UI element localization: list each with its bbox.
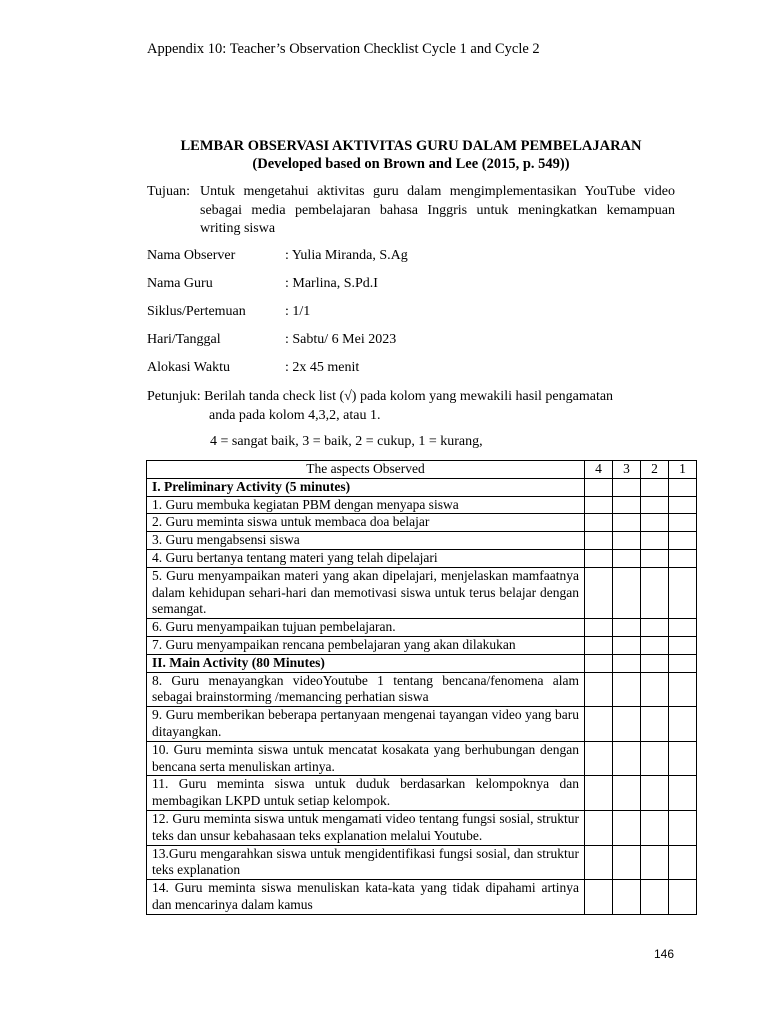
score-cell[interactable] xyxy=(641,567,669,618)
table-row xyxy=(147,619,697,637)
score-cell[interactable] xyxy=(613,707,641,742)
score-cell[interactable] xyxy=(585,810,613,845)
score-cell[interactable] xyxy=(669,532,697,550)
table-row xyxy=(147,549,697,567)
score-cell[interactable] xyxy=(641,514,669,532)
score-cell[interactable] xyxy=(669,845,697,880)
score-cell[interactable] xyxy=(585,707,613,742)
score-cell[interactable] xyxy=(669,619,697,637)
score-cell[interactable] xyxy=(585,532,613,550)
score-scale-legend: 4 = sangat baik, 3 = baik, 2 = cukup, 1 = kurang, xyxy=(210,434,483,449)
score-cell[interactable] xyxy=(641,880,669,915)
aspect-text: 10. Guru meminta siswa untuk mencatat kosakata yang berhubungan dengan bencana serta menuliskan artinya. xyxy=(147,741,585,776)
score-cell[interactable] xyxy=(641,707,669,742)
score-cell[interactable] xyxy=(613,672,641,707)
document-subtitle: (Developed based on Brown and Lee (2015, p. 549)) xyxy=(252,156,570,172)
table-section-row xyxy=(147,478,697,496)
score-cell[interactable] xyxy=(613,880,641,915)
score-header-3: 3 xyxy=(613,461,641,479)
tujuan-text: Untuk mengetahui aktivitas guru dalam mengimplementasikan YouTube video sebagai media pembelajaran bahasa Inggris untuk meningkatkan kemampuan writing siswa xyxy=(200,184,675,236)
table-row xyxy=(147,707,697,742)
table-row xyxy=(147,810,697,845)
aspect-text: 6. Guru menyampaikan tujuan pembelajaran. xyxy=(147,619,585,637)
score-cell[interactable] xyxy=(669,776,697,811)
score-cell[interactable] xyxy=(641,845,669,880)
aspect-text: 5. Guru menyampaikan materi yang akan dipelajari, menjelaskan mamfaatnya dalam kehidupan sehari-hari dan memotivasi siswa untuk terus belajar dengan semangat. xyxy=(147,567,585,618)
aspect-text: 3. Guru mengabsensi siswa xyxy=(147,532,585,550)
aspect-text: 14. Guru meminta siswa menuliskan kata-kata yang tidak dipahami artinya dan mencarinya dalam kamus xyxy=(147,880,585,915)
score-cell[interactable] xyxy=(613,776,641,811)
score-cell xyxy=(641,478,669,496)
score-cell[interactable] xyxy=(641,741,669,776)
table-row xyxy=(147,845,697,880)
score-cell[interactable] xyxy=(613,636,641,654)
table-row xyxy=(147,496,697,514)
aspect-text: 8. Guru menayangkan videoYoutube 1 tentang bencana/fenomena alam sebagai brainstorming /memancing perhatian siswa xyxy=(147,672,585,707)
score-cell[interactable] xyxy=(613,514,641,532)
aspect-text: 9. Guru memberikan beberapa pertanyaan mengenai tayangan video yang baru ditayangkan. xyxy=(147,707,585,742)
score-cell xyxy=(613,478,641,496)
score-cell[interactable] xyxy=(669,810,697,845)
score-cell[interactable] xyxy=(613,532,641,550)
info-label: Nama Observer xyxy=(147,248,236,263)
info-label: Nama Guru xyxy=(147,276,213,291)
aspect-text: 7. Guru menyampaikan rencana pembelajaran yang akan dilakukan xyxy=(147,636,585,654)
score-cell[interactable] xyxy=(641,672,669,707)
score-cell[interactable] xyxy=(613,567,641,618)
score-header-1: 1 xyxy=(669,461,697,479)
score-cell[interactable] xyxy=(585,549,613,567)
table-row xyxy=(147,776,697,811)
aspect-text: 4. Guru bertanya tentang materi yang telah dipelajari xyxy=(147,549,585,567)
score-cell[interactable] xyxy=(585,636,613,654)
aspect-text: 11. Guru meminta siswa untuk duduk berdasarkan kelompoknya dan membagikan LKPD untuk setiap kelompok. xyxy=(147,776,585,811)
score-cell[interactable] xyxy=(669,567,697,618)
score-cell[interactable] xyxy=(669,880,697,915)
score-cell[interactable] xyxy=(613,741,641,776)
score-cell[interactable] xyxy=(585,741,613,776)
info-label: Siklus/Pertemuan xyxy=(147,304,246,319)
score-cell[interactable] xyxy=(613,845,641,880)
score-cell[interactable] xyxy=(669,672,697,707)
score-cell[interactable] xyxy=(585,619,613,637)
score-cell[interactable] xyxy=(641,636,669,654)
score-cell xyxy=(669,654,697,672)
section-heading: I. Preliminary Activity (5 minutes) xyxy=(147,478,585,496)
table-row xyxy=(147,532,697,550)
score-cell[interactable] xyxy=(585,776,613,811)
aspect-text: 13.Guru mengarahkan siswa untuk mengidentifikasi fungsi sosial, dan struktur teks explanation xyxy=(147,845,585,880)
score-cell xyxy=(641,654,669,672)
score-cell[interactable] xyxy=(585,672,613,707)
info-value: : Yulia Miranda, S.Ag xyxy=(285,248,408,263)
observation-table xyxy=(146,460,697,915)
document-title: LEMBAR OBSERVASI AKTIVITAS GURU DALAM PEMBELAJARAN xyxy=(180,138,642,154)
aspect-text: 12. Guru meminta siswa untuk mengamati video tentang fungsi sosial, struktur teks dan unsur kebahasaan teks explanation melalui Youtube. xyxy=(147,810,585,845)
score-cell[interactable] xyxy=(669,496,697,514)
score-cell[interactable] xyxy=(669,636,697,654)
score-cell[interactable] xyxy=(585,496,613,514)
score-cell[interactable] xyxy=(613,549,641,567)
score-cell[interactable] xyxy=(641,496,669,514)
score-cell[interactable] xyxy=(641,549,669,567)
table-row xyxy=(147,672,697,707)
score-cell[interactable] xyxy=(613,496,641,514)
score-cell[interactable] xyxy=(585,845,613,880)
table-row xyxy=(147,741,697,776)
petunjuk-section xyxy=(147,387,675,425)
table-row xyxy=(147,636,697,654)
appendix-heading: Appendix 10: Teacher’s Observation Checklist Cycle 1 and Cycle 2 xyxy=(147,41,540,57)
score-header-2: 2 xyxy=(641,461,669,479)
tujuan-section xyxy=(147,183,675,239)
score-cell[interactable] xyxy=(669,514,697,532)
info-value: : Marlina, S.Pd.I xyxy=(285,276,378,291)
score-cell xyxy=(613,654,641,672)
table-section-row xyxy=(147,654,697,672)
score-cell[interactable] xyxy=(641,619,669,637)
aspects-header: The aspects Observed xyxy=(147,461,585,479)
petunjuk-line-1: Petunjuk: Berilah tanda check list (√) pada kolom yang mewakili hasil pengamatan xyxy=(147,389,614,404)
score-cell xyxy=(585,654,613,672)
score-cell xyxy=(669,478,697,496)
section-heading: II. Main Activity (80 Minutes) xyxy=(147,654,585,672)
table-row xyxy=(147,880,697,915)
score-cell[interactable] xyxy=(613,810,641,845)
score-cell[interactable] xyxy=(641,532,669,550)
aspect-text: 2. Guru meminta siswa untuk membaca doa belajar xyxy=(147,514,585,532)
score-cell[interactable] xyxy=(669,707,697,742)
info-label: Alokasi Waktu xyxy=(147,360,230,375)
aspect-text: 1. Guru membuka kegiatan PBM dengan menyapa siswa xyxy=(147,496,585,514)
petunjuk-line-2: anda pada kolom 4,3,2, atau 1. xyxy=(209,408,381,423)
score-cell[interactable] xyxy=(669,549,697,567)
table-header-row xyxy=(147,461,697,479)
score-header-4: 4 xyxy=(585,461,613,479)
info-value: : 2x 45 menit xyxy=(285,360,360,375)
score-cell xyxy=(585,478,613,496)
info-value: : 1/1 xyxy=(285,304,311,319)
score-cell[interactable] xyxy=(669,741,697,776)
score-cell[interactable] xyxy=(613,619,641,637)
page-number: 146 xyxy=(654,947,675,961)
score-cell[interactable] xyxy=(641,776,669,811)
table-row xyxy=(147,567,697,618)
info-value: : Sabtu/ 6 Mei 2023 xyxy=(285,332,397,347)
score-cell[interactable] xyxy=(585,880,613,915)
score-cell[interactable] xyxy=(641,810,669,845)
tujuan-label: Tujuan: xyxy=(147,184,191,199)
score-cell[interactable] xyxy=(585,514,613,532)
score-cell[interactable] xyxy=(585,567,613,618)
table-row xyxy=(147,514,697,532)
info-label: Hari/Tanggal xyxy=(147,332,221,347)
